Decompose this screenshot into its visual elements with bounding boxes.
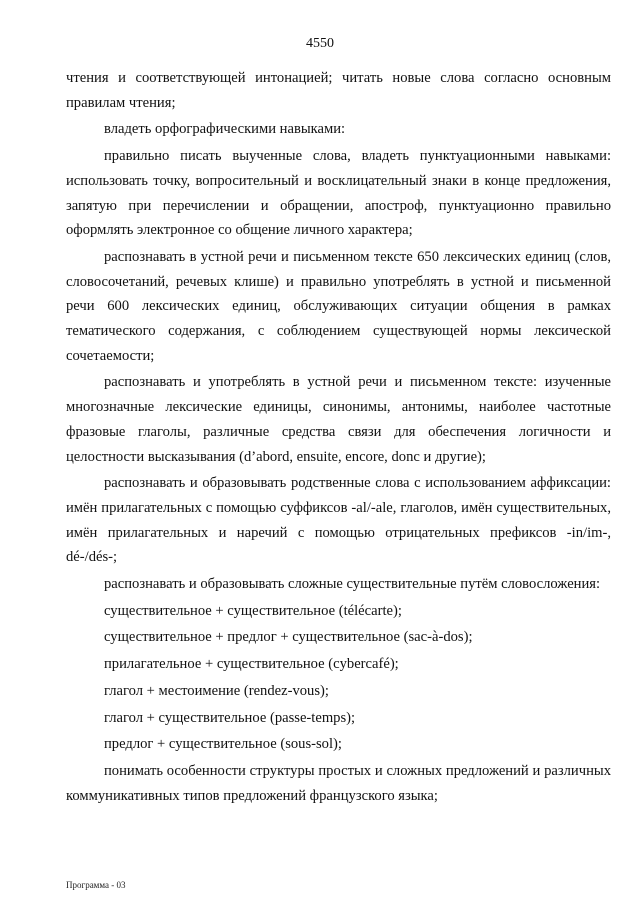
paragraph-sentence-structure: понимать особенности структуры простых и сложных предложений и различных коммуникативных типов предложений французского языка; bbox=[66, 762, 611, 804]
footer-program-label: Программа - 03 bbox=[66, 880, 126, 890]
paragraph-orthography-skills: владеть орфографическими навыками: bbox=[104, 121, 346, 138]
paragraph-lexical-units: распознавать в устной речи и письменном тексте 650 лексических единиц (слов, словосочетаний, речевых клише) и правильно употреблять в устной и письменной речи 600 лексических единиц, обслуживающих ситуации общения в рамках тематического содержания, с соблюдением существующей нормы лексической сочетаемости; bbox=[66, 248, 611, 364]
list-item-adj-noun: прилагательное + существительное (cybercafé); bbox=[104, 656, 399, 673]
paragraph-affixation: распознавать и образовывать родственные слова с использованием аффиксации: имён прилагательных с помощью суффиксов -al/-ale, глаголов, имён существительных, имён прилагательных и наречий с помощью отрицательных префиксов -in/im-, dé-/dés-; bbox=[66, 475, 611, 566]
paragraph-punctuation-skills: правильно писать выученные слова, владеть пунктуационными навыками: использовать точку, вопросительный и восклицательный знаки в конце предложения, запятую при перечислении и обращении, апостроф, пунктуационно правильно оформлять электронное со общение личного характера; bbox=[66, 148, 611, 239]
list-item-noun-prep-noun: существительное + предлог + существительное (sac-à-dos); bbox=[104, 629, 473, 646]
list-item-noun-noun: существительное + существительное (télécarte); bbox=[104, 602, 402, 619]
document-body bbox=[66, 66, 611, 810]
paragraph-lexical-recognition: распознавать и употреблять в устной речи и письменном тексте: изученные многозначные лексические единицы, синонимы, антонимы, наиболее частотные фразовые глаголы, различные средства связи для обеспечения логичности и целостности высказывания (d’abord, ensuite, encore, donc и другие); bbox=[66, 374, 611, 465]
list-item-verb-pronoun: глагол + местоимение (rendez-vous); bbox=[104, 682, 329, 699]
list-item-prep-noun: предлог + существительное (sous-sol); bbox=[104, 736, 342, 753]
page-number: 4550 bbox=[306, 36, 334, 51]
paragraph-reading-intonation: чтения и соответствующей интонацией; читать новые слова согласно основным правилам чтения; bbox=[66, 70, 611, 111]
paragraph-compound-nouns: распознавать и образовывать сложные существительные путём словосложения: bbox=[104, 576, 601, 593]
list-item-verb-noun: глагол + существительное (passe-temps); bbox=[104, 709, 356, 726]
